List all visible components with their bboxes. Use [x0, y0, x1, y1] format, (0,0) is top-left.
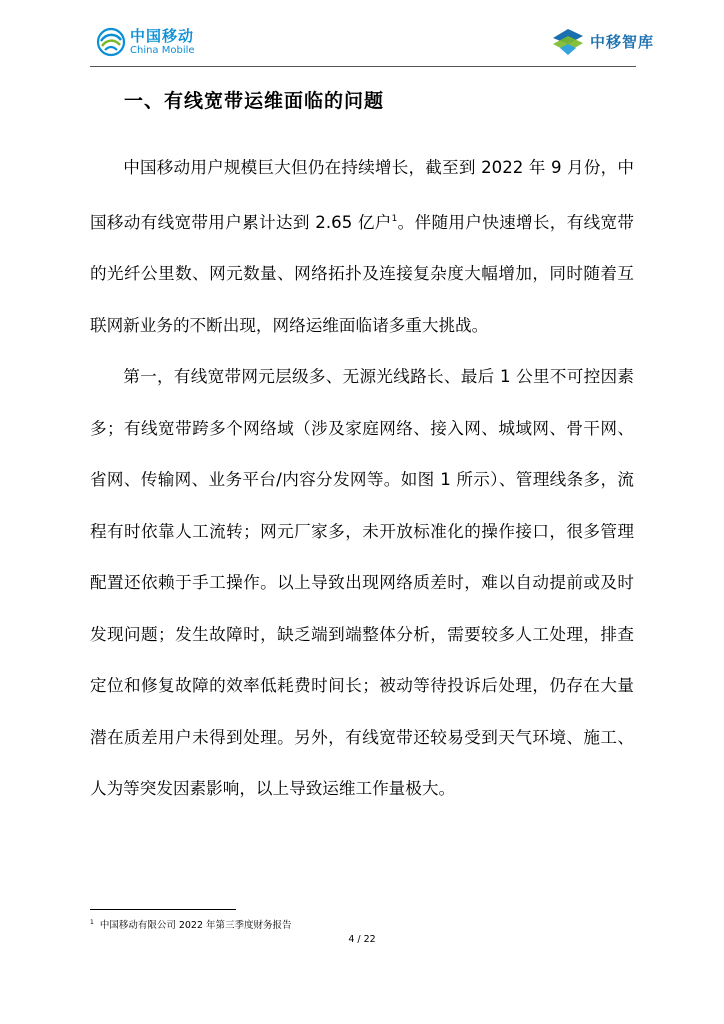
page-header [0, 0, 724, 68]
footnote-reference[interactable]: 1 [391, 213, 398, 224]
page-number: 4 / 22 [348, 934, 376, 945]
paragraph-1-part-a: 中国移动用户规模巨大但仍在持续增长，截至到 2022 年 9 月份，中国移动有线宽带用户累计达到 2.65 亿户 [90, 158, 634, 232]
logo-en-text: China Mobile [130, 44, 195, 56]
footnote [90, 917, 292, 931]
section-heading: 一、有线宽带运维面临的问题 [124, 90, 385, 112]
footnote-mark: 1 [90, 919, 94, 926]
footnote-text: 中国移动有限公司 2022 年第三季度财务报告 [99, 920, 292, 931]
body-text [90, 142, 634, 815]
logo-cn-text: 中国移动 [130, 26, 195, 45]
paragraph-1 [90, 142, 634, 351]
footnote-divider [90, 909, 236, 910]
china-mobile-emblem-icon [96, 27, 126, 57]
paragraph-1-part-b: 。伴随用户快速增长，有线宽带的光纤公里数、网元数量、网络拓扑及连接复杂度大幅增加，同时随着互联网新业务的不断出现，网络运维面临诸多重大挑战。 [90, 212, 634, 335]
paragraph-2: 第一，有线宽带网元层级多、无源光线路长、最后 1 公里不可控因素多；有线宽带跨多个网络域（涉及家庭网络、接入网、城域网、骨干网、省网、传输网、业务平台/内容分发网等。如图 1 所示）、管理线条多，流程有时依靠人工流转；网元厂家多，未开放标准化的操作接口，很多管理配置还依赖于手工操作。以上导致出现网络质差时，难以自动提前或及时发现问题；发生故障时，缺乏端到端整体分析，需要较多人工处理，排查定位和修复故障的效率低耗费时间长；被动等待投诉后处理，仍存在大量潜在质差用户未得到处理。另外，有线宽带还较易受到天气环境、施工、人为等突发因素影响，以上导致运维工作量极大。 [90, 367, 634, 798]
cmcc-think-tank-logo [550, 24, 654, 58]
think-tank-text: 中移智库 [589, 32, 654, 51]
think-tank-emblem-icon [550, 24, 586, 58]
china-mobile-logo [96, 26, 195, 58]
header-divider [90, 66, 636, 67]
